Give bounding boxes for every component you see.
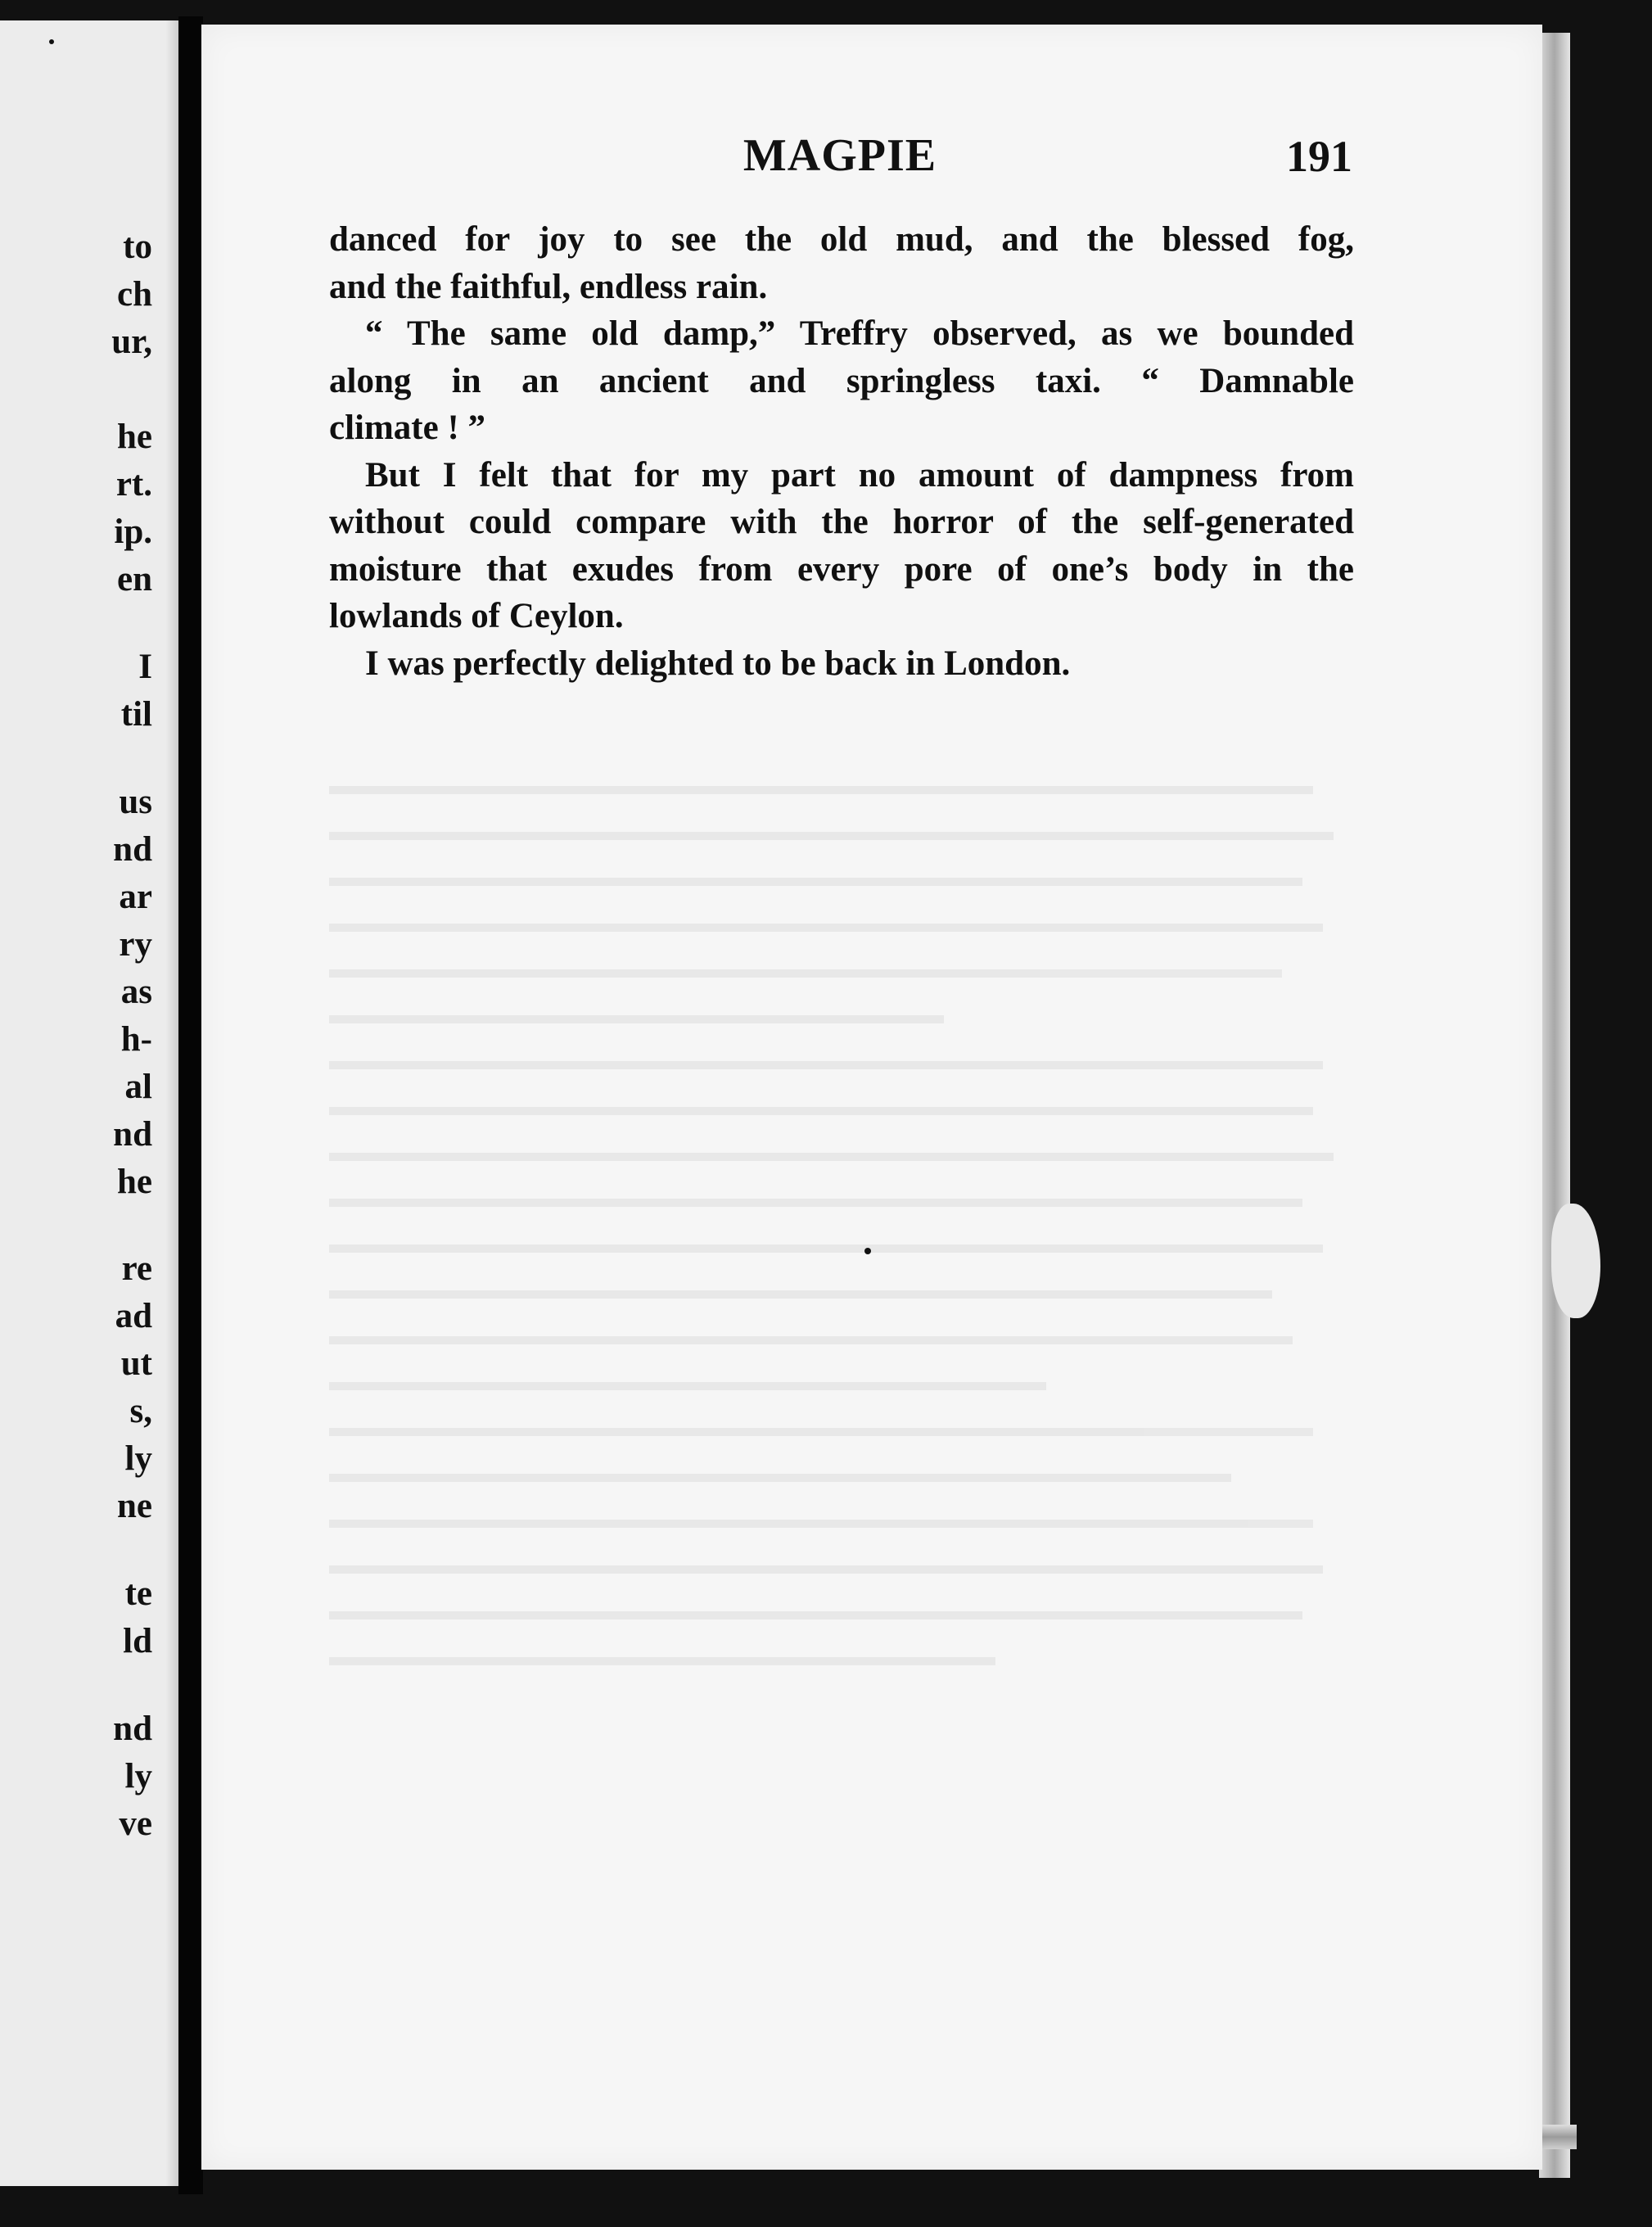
text-line: But I felt that for my part no amount of dampness from <box>365 455 1354 495</box>
book-gutter <box>178 16 203 2194</box>
page-header <box>327 129 1352 187</box>
left-fragment: ry <box>119 925 152 964</box>
left-fragment: ch <box>117 275 152 314</box>
left-fragment: I <box>138 648 152 686</box>
text-line: I was perfectly delighted to be back in London. <box>365 644 1071 683</box>
left-fragment: ne <box>117 1487 152 1525</box>
left-fragment: nd <box>113 1115 152 1154</box>
left-fragment: ur, <box>111 323 152 361</box>
left-fragment: ly <box>124 1757 152 1796</box>
left-fragment: ve <box>119 1805 152 1843</box>
left-fragment: s, <box>129 1392 152 1430</box>
left-page-text-fragments <box>0 20 152 2186</box>
left-fragment: ip. <box>114 513 152 551</box>
left-fragment: h- <box>120 1020 152 1059</box>
text-line: lowlands of Ceylon. <box>329 597 624 635</box>
text-line: along in an ancient and springless taxi. “ Damnable <box>329 361 1354 400</box>
show-through-text <box>329 786 1354 1850</box>
left-fragment: nd <box>113 830 152 869</box>
left-fragment: us <box>119 783 152 821</box>
left-page <box>0 20 190 2186</box>
left-fragment: te <box>124 1574 152 1613</box>
left-fragment: ar <box>119 878 152 916</box>
text-line: climate ! ” <box>329 409 486 447</box>
left-fragment: as <box>120 973 152 1011</box>
left-fragment: rt. <box>115 465 152 504</box>
body-text <box>329 216 1354 687</box>
left-fragment: ut <box>120 1344 152 1383</box>
left-fragment: to <box>123 228 152 266</box>
dust-speck <box>49 39 54 44</box>
running-head: MAGPIE <box>742 130 937 181</box>
left-fragment: he <box>117 418 152 456</box>
left-fragment: re <box>121 1249 152 1288</box>
text-line: danced for joy to see the old mud, and the blessed fog, <box>329 220 1354 259</box>
text-line: “ The same old damp,” Treffry observed, as we bounded <box>365 314 1354 353</box>
left-fragment: til <box>120 695 152 734</box>
left-fragment: ly <box>124 1439 152 1478</box>
left-fragment: nd <box>113 1710 152 1748</box>
left-fragment: ad <box>115 1297 152 1335</box>
left-fragment: ld <box>123 1622 152 1660</box>
text-line: without could compare with the horror of the self-generated <box>329 503 1354 541</box>
text-line: moisture that exudes from every pore of one’s body in the <box>329 549 1354 589</box>
left-fragment: he <box>117 1163 152 1201</box>
text-line: and the faithful, endless rain. <box>329 267 768 306</box>
dust-speck <box>864 1248 871 1254</box>
left-fragment: al <box>124 1068 152 1106</box>
page-number: 191 <box>1286 132 1352 181</box>
page-tear-mark <box>1551 1204 1600 1318</box>
page-stack-edge-right <box>1539 33 1570 2178</box>
left-fragment: en <box>117 560 152 599</box>
